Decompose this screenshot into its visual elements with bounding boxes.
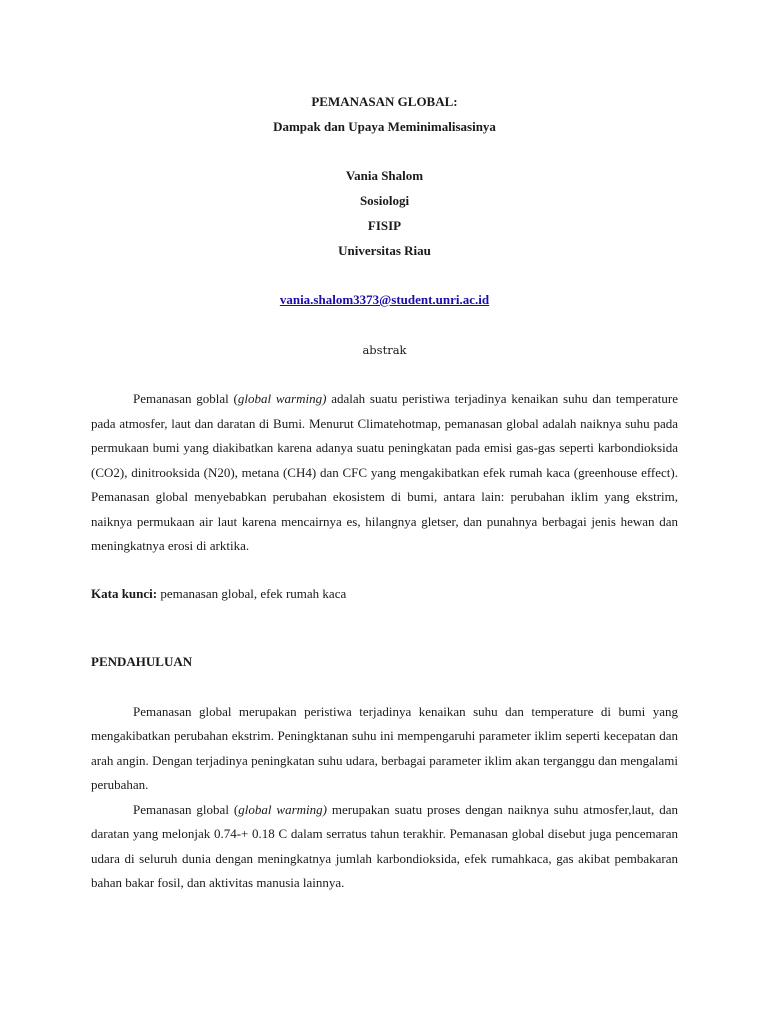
author-block [91, 163, 678, 263]
abstract-paragraph [91, 387, 678, 559]
paper-title: PEMANASAN GLOBAL: [311, 94, 458, 109]
intro-p2-term: global warming) [238, 801, 327, 817]
author-name: Vania Shalom [345, 168, 424, 183]
keywords-line [91, 582, 678, 607]
section-heading: PENDAHULUAN [91, 654, 193, 669]
author-department: Sosiologi [359, 193, 410, 208]
keywords-label: Kata kunci: [91, 585, 158, 601]
intro-p2-before: Pemanasan global ( [133, 801, 239, 817]
author-university: Universitas Riau [338, 243, 431, 258]
abstract-text-after: adalah suatu peristiwa terjadinya kenaikan suhu dan temperature pada atmosfer, laut dan daratan di Bumi. Menurut Climatehotmap, pemanasan global adalah naiknya suhu pada permukaan bumi yang diakibatkan karena adanya suatu peningkatan pada emisi gas-gas seperti karbondioksida (CO2), dinitrooksida (N20), metana (CH4) dan CFC yang mengakibatkan efek rumah kaca (greenhouse effect). Pemanasan global menyebabkan perubahan ekosistem di bumi, antara lain: perubahan iklim yang ekstrim, naiknya permukaan air laut karena mencairnya es, hilangnya gletser, dan punahnya berbagai jenis hewan dan meningkatnya erosi di arktika. [91, 391, 678, 553]
email-line [91, 288, 678, 313]
abstract-text-before: Pemanasan goblal ( [133, 391, 238, 406]
intro-paragraph-2 [91, 798, 678, 896]
abstract-term: global warming) [237, 391, 327, 406]
author-faculty: FISIP [367, 218, 402, 233]
title-block [91, 89, 678, 139]
keywords-value: pemanasan global, efek rumah kaca [157, 585, 347, 601]
intro-paragraph-1: Pemanasan global merupakan peristiwa terjadinya kenaikan suhu dan temperature di bumi yang mengakibatkan perubahan ekstrim. Peningktanan suhu ini mempengaruhi parameter iklim seperti kecepatan dan arah angin. Dengan terjadinya peningkatan suhu udara, berbagai parameter iklim akan terganggu dan mengalami perubahan. [91, 703, 678, 792]
author-email-link[interactable]: vania.shalom3373@student.unri.ac.id [279, 292, 490, 307]
abstract-label: abstrak [362, 342, 407, 357]
paper-subtitle: Dampak dan Upaya Meminimalisasinya [273, 119, 496, 134]
intro-p2-after: merupakan suatu proses dengan naiknya suhu atmosfer,laut, dan daratan yang melonjak 0.74-+ 0.18 C dalam serratus tahun terakhir. Pemanasan global disebut juga pencemaran udara di seluruh dunia dengan meningkatnya jumlah karbondioksida, efek rumahkaca, gas akibat pembakaran bahan bakar fosil, dan aktivitas manusia lainnya. [91, 801, 678, 890]
document-page [91, 89, 678, 896]
